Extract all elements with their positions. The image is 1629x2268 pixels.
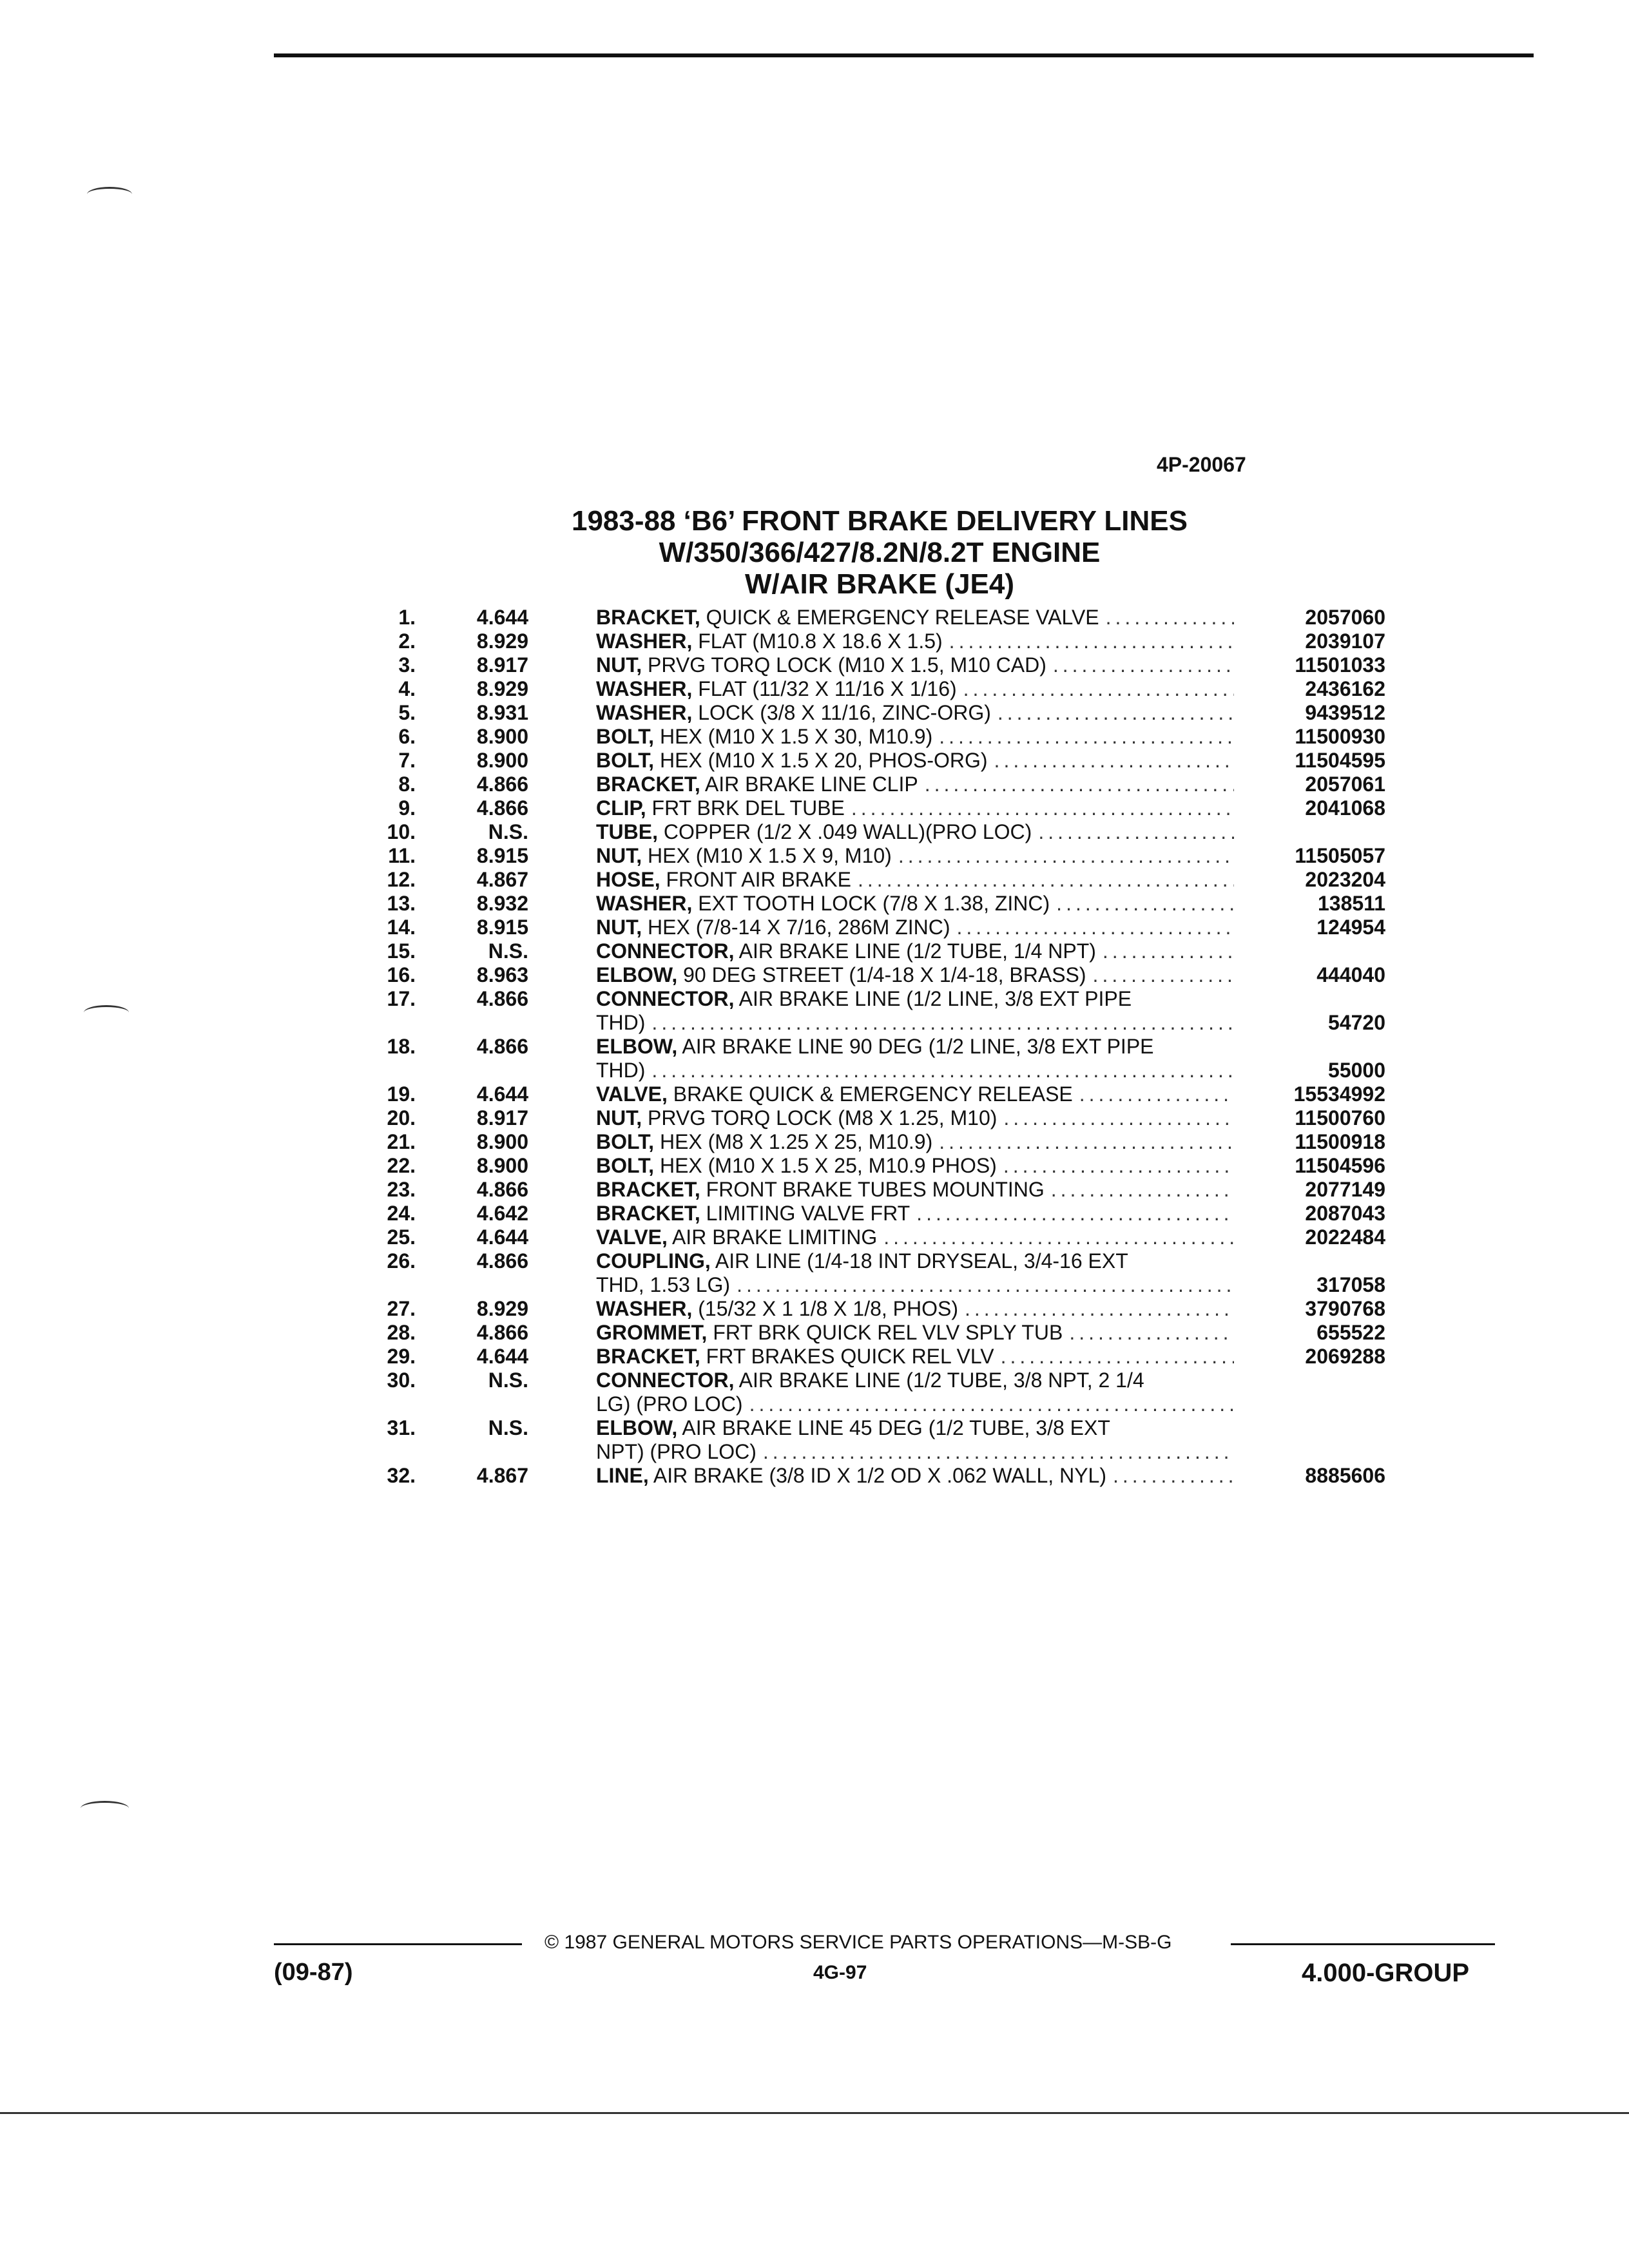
part-name: HOSE, [596,868,660,891]
part-row-continuation [361,1059,1385,1082]
part-name: BOLT, [596,749,655,772]
part-detail: BRAKE QUICK & EMERGENCY RELEASE [673,1082,1073,1106]
part-row [361,868,1385,892]
part-description [596,1202,1234,1225]
part-row [361,1297,1385,1321]
group-number: 4.644 [476,1225,528,1249]
part-row [361,773,1385,796]
dot-leader [651,1059,1234,1082]
group-number: 8.931 [476,701,528,724]
part-row [361,1154,1385,1178]
part-detail: LIMITING VALVE FRT [706,1202,911,1225]
part-row [361,653,1385,677]
part-number: 11505057 [1295,844,1385,867]
part-description [596,939,1234,963]
group-number: 4.866 [476,1249,528,1273]
part-row [361,963,1385,987]
part-detail: PRVG TORQ LOCK (M8 X 1.25, M10) [648,1106,998,1129]
part-name: NUT, [596,1106,642,1129]
dot-leader [763,1440,1234,1464]
part-name: WASHER, [596,1297,693,1320]
part-number: 55000 [1328,1059,1385,1082]
dot-leader [998,701,1234,725]
group-number: 8.900 [476,725,528,748]
part-name: BRACKET, [596,1178,700,1201]
part-number: 124954 [1316,916,1385,939]
part-description [596,1130,1234,1154]
part-row [361,1321,1385,1345]
part-description [596,844,1234,868]
item-number: 32. [387,1464,416,1487]
part-row [361,1202,1385,1225]
item-number: 28. [387,1321,416,1344]
part-description [596,1369,1234,1392]
part-detail: HEX (7/8-14 X 7/16, 286M ZINC) [648,916,950,939]
part-description-continued [596,1440,1234,1464]
part-description [596,1321,1234,1345]
part-row [361,1225,1385,1249]
part-description [596,701,1234,725]
part-description [596,677,1234,701]
part-detail: LOCK (3/8 X 11/16, ZINC-ORG) [698,701,991,724]
part-number: 2039107 [1305,629,1385,653]
part-description [596,749,1234,773]
group-number: 4.644 [476,1082,528,1106]
part-detail: FRT BRK DEL TUBE [651,796,845,820]
part-name: VALVE, [596,1082,668,1106]
item-number: 2. [398,629,416,653]
part-description [596,916,1234,939]
item-number: 3. [398,653,416,677]
item-number: 31. [387,1416,416,1439]
part-detail: COPPER (1/2 X .049 WALL)(PRO LOC) [663,820,1032,843]
item-number: 10. [387,820,416,843]
parts-list [361,606,1385,1488]
part-description [596,796,1234,820]
group-number: N.S. [488,939,528,963]
part-detail: AIR BRAKE LINE 90 DEG (1/2 LINE, 3/8 EXT PIPE [682,1035,1154,1058]
part-row [361,820,1385,844]
part-row [361,677,1385,701]
dot-leader [737,1273,1234,1297]
dot-leader [1079,1082,1234,1106]
part-number: 2041068 [1305,796,1385,820]
part-row [361,606,1385,629]
dot-leader [1103,939,1234,963]
part-name: BRACKET, [596,1345,700,1368]
part-row-continuation [361,1011,1385,1035]
group-number: 4.867 [476,1464,528,1487]
part-description [596,1416,1234,1440]
part-row [361,725,1385,749]
part-name: ELBOW, [596,963,678,986]
dot-leader [1056,892,1234,916]
dot-leader [1001,1345,1234,1369]
part-detail: AIR BRAKE LINE (1/2 LINE, 3/8 EXT PIPE [738,987,1132,1010]
part-detail: FRONT AIR BRAKE [666,868,851,891]
group-number: 8.932 [476,892,528,915]
group-number: 4.866 [476,1178,528,1201]
part-number: 2057060 [1305,606,1385,629]
page-title-line-2: W/350/366/427/8.2N/8.2T ENGINE [659,537,1101,568]
part-number: 2077149 [1305,1178,1385,1201]
part-name: WASHER, [596,701,693,724]
dot-leader [651,1011,1234,1035]
part-row [361,1345,1385,1369]
dot-leader [1069,1321,1234,1345]
part-name: BRACKET, [596,1202,700,1225]
part-detail: HEX (M10 X 1.5 X 20, PHOS-ORG) [659,749,988,772]
group-number: 8.917 [476,1106,528,1129]
item-number: 13. [387,892,416,915]
part-description [596,1082,1234,1106]
part-description [596,1154,1234,1178]
item-number: 26. [387,1249,416,1273]
part-detail: FRONT BRAKE TUBES MOUNTING [706,1178,1045,1201]
item-number: 17. [387,987,416,1010]
part-description [596,1178,1234,1202]
part-detail: AIR BRAKE (3/8 ID X 1/2 OD X .062 WALL, NYL) [653,1464,1106,1487]
item-number: 21. [387,1130,416,1153]
dot-leader [949,629,1234,653]
part-detail: AIR BRAKE LINE CLIP [704,773,918,796]
part-row [361,939,1385,963]
group-number: 4.866 [476,773,528,796]
item-number: 8. [398,773,416,796]
part-detail: FLAT (11/32 X 11/16 X 1/16) [698,677,957,700]
part-detail: FRT BRK QUICK REL VLV SPLY TUB [713,1321,1063,1344]
part-name: COUPLING, [596,1249,711,1273]
group-number: 4.644 [476,1345,528,1368]
item-number: 25. [387,1225,416,1249]
part-number: 2087043 [1305,1202,1385,1225]
part-detail: AIR BRAKE LINE (1/2 TUBE, 3/8 NPT, 2 1/4 [738,1369,1144,1392]
part-row [361,1416,1385,1440]
revision-date: (09-87) [274,1959,353,1986]
item-number: 15. [387,939,416,963]
part-name: ELBOW, [596,1416,678,1439]
part-number: 2436162 [1305,677,1385,700]
part-row [361,916,1385,939]
part-name: WASHER, [596,892,693,915]
part-number: 15534992 [1293,1082,1385,1106]
part-number: 3790768 [1305,1297,1385,1320]
part-name: CONNECTOR, [596,987,735,1010]
dot-leader [994,749,1234,773]
part-row [361,749,1385,773]
item-number: 30. [387,1369,416,1392]
part-number: 11504596 [1295,1154,1385,1177]
page-number: 4G-97 [813,1962,867,1983]
part-name: BOLT, [596,1130,655,1153]
dot-leader [883,1225,1234,1249]
group-number: 8.963 [476,963,528,986]
dot-leader [1038,820,1234,844]
part-description [596,773,1234,796]
item-number: 4. [398,677,416,700]
group-number: 4.866 [476,796,528,820]
part-detail-continued: NPT) (PRO LOC) [596,1440,757,1463]
part-name: BRACKET, [596,773,700,796]
group-number: 8.929 [476,1297,528,1320]
part-number: 444040 [1316,963,1385,986]
bottom-rule [0,2112,1629,2114]
part-row [361,844,1385,868]
item-number: 7. [398,749,416,772]
page-title-line-1: 1983-88 ‘B6’ FRONT BRAKE DELIVERY LINES [571,505,1188,537]
dot-leader [858,868,1234,892]
group-number: 8.929 [476,629,528,653]
part-description [596,892,1234,916]
part-description [596,1106,1234,1130]
part-name: TUBE, [596,820,658,843]
dot-leader [925,773,1234,796]
copyright-notice: © 1987 GENERAL MOTORS SERVICE PARTS OPERATIONS—M-SB-G [545,1932,1172,1953]
group-number: 4.866 [476,1035,528,1058]
dot-leader [1106,606,1234,629]
part-name: BRACKET, [596,606,700,629]
part-number: 8885606 [1305,1464,1385,1487]
group-number: N.S. [488,820,528,843]
dot-leader [1003,1154,1234,1178]
part-row [361,1369,1385,1392]
part-detail: HEX (M10 X 1.5 X 30, M10.9) [659,725,933,748]
group-number: 8.917 [476,653,528,677]
part-detail: HEX (M10 X 1.5 X 9, M10) [648,844,892,867]
part-name: CONNECTOR, [596,1369,735,1392]
item-number: 6. [398,725,416,748]
part-number: 655522 [1316,1321,1385,1344]
item-number: 9. [398,796,416,820]
part-description [596,987,1234,1011]
item-number: 29. [387,1345,416,1368]
part-description [596,725,1234,749]
part-row [361,701,1385,725]
part-name: BOLT, [596,1154,655,1177]
part-row [361,892,1385,916]
part-detail-continued: THD, 1.53 LG) [596,1273,731,1296]
page-title-line-3: W/AIR BRAKE (JE4) [744,568,1015,600]
part-description-continued [596,1059,1234,1082]
part-row [361,987,1385,1011]
top-rule [274,53,1534,57]
part-description [596,963,1234,987]
part-name: WASHER, [596,677,693,700]
dot-leader [965,1297,1234,1321]
part-name: ELBOW, [596,1035,678,1058]
part-name: CLIP, [596,796,646,820]
part-number: 11500930 [1295,725,1385,748]
part-row [361,629,1385,653]
group-number: 4.644 [476,606,528,629]
item-number: 20. [387,1106,416,1129]
part-description-continued [596,1011,1234,1035]
group-number: 8.915 [476,844,528,867]
item-number: 18. [387,1035,416,1058]
part-name: GROMMET, [596,1321,708,1344]
item-number: 23. [387,1178,416,1201]
part-name: WASHER, [596,629,693,653]
part-row [361,1082,1385,1106]
group-label: 4.000-GROUP [1302,1959,1470,1987]
group-number: 8.915 [476,916,528,939]
part-detail: EXT TOOTH LOCK (7/8 X 1.38, ZINC) [698,892,1050,915]
part-name: NUT, [596,844,642,867]
dot-leader [957,916,1234,939]
dot-leader [1003,1106,1234,1130]
part-row [361,1178,1385,1202]
part-number: 11500918 [1295,1130,1385,1153]
dot-leader [898,844,1234,868]
dot-leader [1053,653,1234,677]
part-number: 11501033 [1295,653,1385,677]
part-row [361,1464,1385,1488]
part-name: NUT, [596,653,642,677]
dot-leader [749,1392,1234,1416]
punch-mark [84,1005,129,1020]
part-number: 2023204 [1305,868,1385,891]
part-name: LINE, [596,1464,649,1487]
part-name: BOLT, [596,725,655,748]
footer-rule-left [274,1943,522,1945]
group-number: 8.900 [476,1154,528,1177]
dot-leader [963,677,1234,701]
item-number: 11. [388,844,416,867]
part-number: 9439512 [1305,701,1385,724]
part-row-continuation [361,1273,1385,1297]
part-detail-continued: THD) [596,1059,646,1082]
group-number: N.S. [488,1416,528,1439]
part-row [361,1249,1385,1273]
part-number: 11500760 [1295,1106,1385,1129]
part-detail: FRT BRAKES QUICK REL VLV [706,1345,994,1368]
item-number: 19. [387,1082,416,1106]
group-number: 8.929 [476,677,528,700]
document-id: 4P-20067 [1157,453,1246,476]
group-number: 4.642 [476,1202,528,1225]
part-description [596,653,1234,677]
footer-rule-right [1231,1943,1495,1945]
dot-leader [1113,1464,1234,1488]
part-detail: 90 DEG STREET (1/4-18 X 1/4-18, BRASS) [683,963,1086,986]
part-description [596,1345,1234,1369]
dot-leader [939,725,1234,749]
part-detail-continued: LG) (PRO LOC) [596,1392,743,1416]
group-number: 4.866 [476,1321,528,1344]
part-description-continued [596,1392,1234,1416]
group-number: 4.866 [476,987,528,1010]
part-number: 317058 [1316,1273,1385,1296]
group-number: 8.900 [476,1130,528,1153]
part-number: 11504595 [1295,749,1385,772]
part-row [361,1130,1385,1154]
item-number: 24. [387,1202,416,1225]
dot-leader [1093,963,1234,987]
dot-leader [916,1202,1234,1225]
punch-mark [87,187,132,202]
part-number: 138511 [1317,892,1385,915]
item-number: 12. [387,868,416,891]
group-number: 4.867 [476,868,528,891]
part-row [361,1035,1385,1059]
part-number: 2022484 [1305,1225,1385,1249]
item-number: 22. [387,1154,416,1177]
part-detail: PRVG TORQ LOCK (M10 X 1.5, M10 CAD) [648,653,1046,677]
part-row-continuation [361,1392,1385,1416]
part-detail: AIR BRAKE LINE (1/2 TUBE, 1/4 NPT) [738,939,1096,963]
part-description [596,606,1234,629]
part-row-continuation [361,1440,1385,1464]
dot-leader [851,796,1234,820]
part-description [596,1464,1234,1488]
part-detail: AIR LINE (1/4-18 INT DRYSEAL, 3/4-16 EXT [715,1249,1128,1273]
part-detail: FLAT (M10.8 X 18.6 X 1.5) [698,629,943,653]
part-detail: QUICK & EMERGENCY RELEASE VALVE [706,606,1099,629]
part-description-continued [596,1273,1234,1297]
part-description [596,1297,1234,1321]
group-number: 8.900 [476,749,528,772]
part-detail: AIR BRAKE LINE 45 DEG (1/2 TUBE, 3/8 EXT [682,1416,1110,1439]
group-number: N.S. [488,1369,528,1392]
part-detail: (15/32 X 1 1/8 X 1/8, PHOS) [698,1297,958,1320]
part-description [596,1225,1234,1249]
part-name: NUT, [596,916,642,939]
part-name: CONNECTOR, [596,939,735,963]
dot-leader [1051,1178,1234,1202]
dot-leader [939,1130,1234,1154]
item-number: 27. [387,1297,416,1320]
part-description [596,868,1234,892]
item-number: 16. [387,963,416,986]
part-name: VALVE, [596,1225,668,1249]
part-description [596,820,1234,844]
part-detail: HEX (M8 X 1.25 X 25, M10.9) [659,1130,933,1153]
part-detail: HEX (M10 X 1.5 X 25, M10.9 PHOS) [659,1154,997,1177]
part-number: 2069288 [1305,1345,1385,1368]
punch-mark [81,1801,129,1816]
part-description [596,629,1234,653]
item-number: 5. [398,701,416,724]
item-number: 1. [398,606,416,629]
part-number: 54720 [1328,1011,1385,1034]
part-description [596,1035,1234,1059]
part-row [361,1106,1385,1130]
part-detail-continued: THD) [596,1011,646,1034]
part-description [596,1249,1234,1273]
part-row [361,796,1385,820]
part-number: 2057061 [1305,773,1385,796]
item-number: 14. [387,916,416,939]
part-detail: AIR BRAKE LIMITING [671,1225,878,1249]
